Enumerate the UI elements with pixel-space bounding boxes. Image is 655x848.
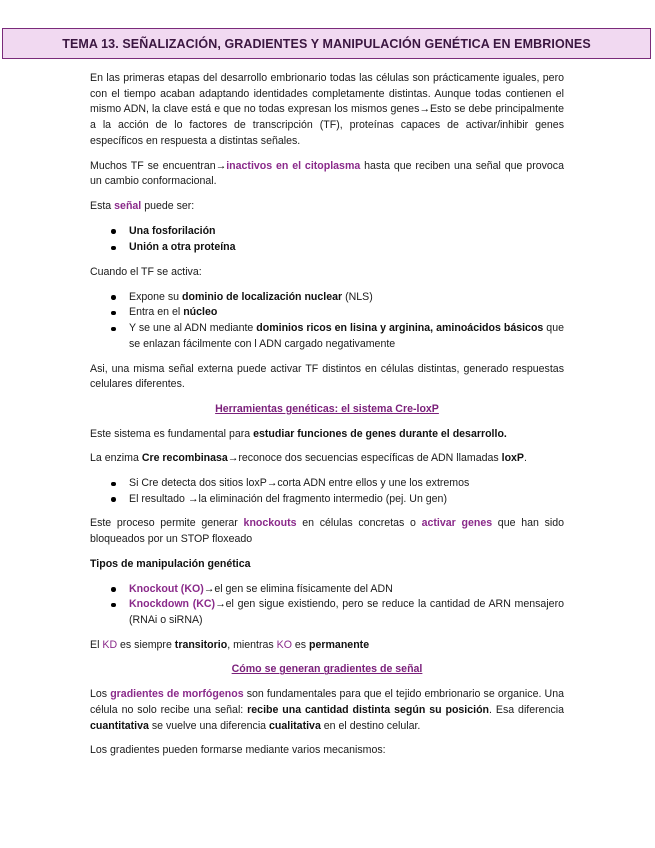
kd-ko-note: El KD es siempre transitorio, mientras KO es permanente: [90, 638, 370, 651]
highlight-signal: señal: [114, 199, 142, 212]
intro-paragraph: En las primeras etapas del desarrollo embrionario todas las células son prácticamente iguales, pero con el tiempo acaban adaptando identidades completamente distintas. Aunque todas contienen el mismo ADN, la clave está e que no todas expresan los mismos genes→Esto se debe principalmente a la acción de lo factores de transcripción (TF), proteínas capaces de activar/inhibir genes específicos en respuesta a distintas señales.: [90, 72, 564, 147]
cre-paragraph-2: La enzima Cre recombinasa→reconoce dos secuencias específicas de ADN llamadas loxP.: [90, 451, 564, 467]
gradients-mechanisms: Los gradientes pueden formarse mediante varios mecanismos:: [90, 744, 386, 757]
section-heading-gradients: Cómo se generan gradientes de señal: [231, 663, 423, 676]
activation-intro: Cuando el TF se activa:: [90, 266, 202, 279]
signal-intro: Esta señal puede ser:: [90, 199, 195, 212]
list-item: Si Cre detecta dos sitios loxP→corta ADN entre ellos y une los extremos: [90, 476, 564, 492]
arrow-right-icon: →: [227, 452, 239, 465]
list-item: Y se une al ADN mediante dominios ricos en lisina y arginina, aminoácidos básicos que se enlazan fácilmente con l ADN cargado negativamente: [90, 321, 564, 352]
arrow-right-icon: →: [266, 477, 278, 490]
list-item: Expone su dominio de localización nuclear (NLS): [90, 290, 564, 306]
list-item: Knockdown (KC)→el gen sigue existiendo, pero se reduce la cantidad de ARN mensajero (RNAi o siRNA): [90, 597, 564, 628]
arrow-right-icon: →: [203, 582, 215, 595]
cre-paragraph-1: Este sistema es fundamental para estudiar funciones de genes durante el desarrollo.: [90, 427, 507, 440]
document-body: [90, 71, 564, 768]
list-item: Knockout (KO)→el gen se elimina físicamente del ADN: [90, 582, 564, 598]
cre-paragraph-3: Este proceso permite generar knockouts en células concretas o activar genes que han sido bloqueados por un STOP floxeado: [90, 517, 564, 546]
manipulation-list: [90, 582, 564, 629]
gradients-paragraph: Los gradientes de morfógenos son fundamentales para que el tejido embrionario se organice. Una célula no solo recibe una señal: recibe una cantidad distinta según su posición. Esa diferencia cuantitativa se vuelve una diferencia cualitativa en el destino celular.: [90, 688, 564, 732]
list-item: Unión a otra proteína: [90, 240, 564, 256]
list-item: Una fosforilación: [90, 224, 564, 240]
arrow-right-icon: →: [215, 159, 227, 172]
signal-list: [90, 224, 564, 256]
list-item: El resultado →la eliminación del fragmento intermedio (pej. Un gen): [90, 492, 564, 508]
highlight-inactive: inactivos en el citoplasma: [226, 159, 361, 172]
arrow-right-icon: →: [187, 492, 199, 505]
section-heading-cre-loxp: Herramientas genéticas: el sistema Cre-loxP: [215, 402, 439, 415]
tf-paragraph: Muchos TF se encuentran→inactivos en el citoplasma hasta que reciben una señal que provoca un cambio conformacional.: [90, 159, 564, 188]
list-item: Entra en el núcleo: [90, 305, 564, 321]
summary-paragraph: Asi, una misma señal externa puede activar TF distintos en células distintas, generado respuestas celulares diferentes.: [90, 362, 564, 391]
cre-list: [90, 476, 564, 507]
manipulation-heading: Tipos de manipulación genética: [90, 557, 251, 570]
page-title: TEMA 13. SEÑALIZACIÓN, GRADIENTES Y MANIPULACIÓN GENÉTICA EN EMBRIONES: [2, 28, 651, 59]
activation-list: [90, 290, 564, 353]
arrow-right-icon: →: [215, 598, 226, 611]
arrow-right-icon: →: [419, 103, 430, 116]
